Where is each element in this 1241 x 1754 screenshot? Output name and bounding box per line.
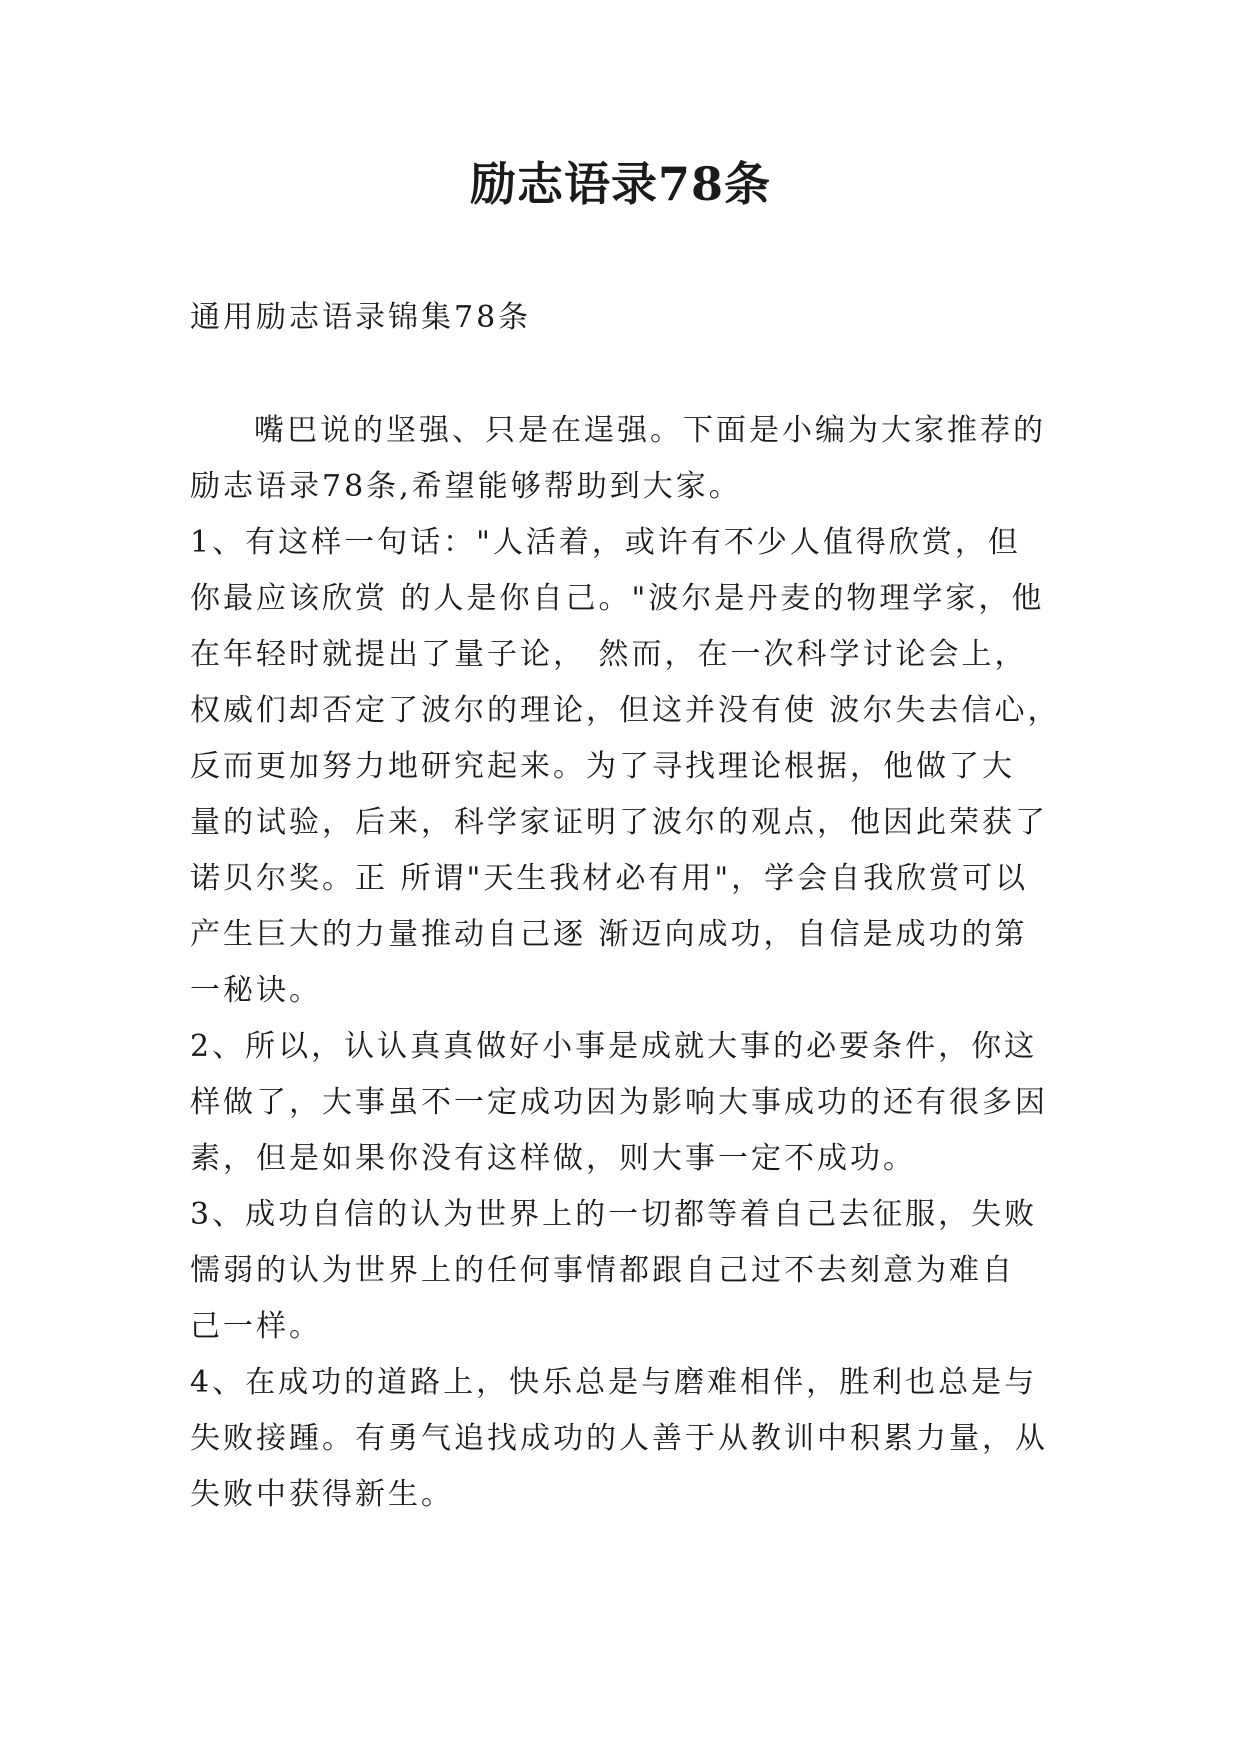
document-body: [190, 403, 1060, 1523]
quote-2-line: 素，但是如果你没有这样做，则大事一定不成功。: [190, 1141, 916, 1176]
quote-4-line: 失败中获得新生。: [190, 1477, 454, 1512]
intro-line: 嘴巴说的坚强、只是在逞强。下面是小编为大家推荐的: [254, 413, 1046, 448]
document-subtitle: 通用励志语录锦集78条: [190, 300, 532, 335]
quote-4-line: 4、在成功的道路上，快乐总是与磨难相伴，胜利也总是与: [190, 1365, 1038, 1400]
quote-1-line: 诺贝尔奖。正 所谓"天生我材必有用"，学会自我欣赏可以: [190, 861, 1029, 896]
quote-3-line: 3、成功自信的认为世界上的一切都等着自己去征服，失败: [190, 1197, 1038, 1232]
intro-line: 励志语录78条,希望能够帮助到大家。: [190, 469, 742, 504]
quote-1-line: 量的试验，后来，科学家证明了波尔的观点，他因此荣获了: [190, 805, 1048, 840]
document-title: 励志语录78条: [469, 157, 771, 211]
quote-3-line: 己一样。: [190, 1309, 322, 1344]
quote-2-line: 样做了，大事虽不一定成功因为影响大事成功的还有很多因: [190, 1085, 1048, 1120]
quote-1-line: 产生巨大的力量推动自己逐 渐迈向成功，自信是成功的第: [190, 917, 1028, 952]
quote-2-line: 2、所以，认认真真做好小事是成就大事的必要条件，你这: [190, 1029, 1038, 1064]
quote-1-line: 一秘诀。: [190, 973, 322, 1008]
quote-1-line: 你最应该欣赏 的人是你自己。"波尔是丹麦的物理学家，他: [190, 581, 1045, 616]
quote-1-line: 1、有这样一句话："人活着，或许有不少人值得欣赏，但: [190, 525, 1021, 560]
quote-1-line: 权威们却否定了波尔的理论，但这并没有使 波尔失去信心，: [190, 693, 1061, 728]
quote-3-line: 懦弱的认为世界上的任何事情都跟自己过不去刻意为难自: [190, 1253, 1015, 1288]
quote-4-line: 失败接踵。有勇气追找成功的人善于从教训中积累力量，从: [190, 1421, 1048, 1456]
quote-1-line: 在年轻时就提出了量子论， 然而，在一次科学讨论会上，: [190, 637, 1028, 672]
quote-1-line: 反而更加努力地研究起来。为了寻找理论根据，他做了大: [190, 749, 1015, 784]
